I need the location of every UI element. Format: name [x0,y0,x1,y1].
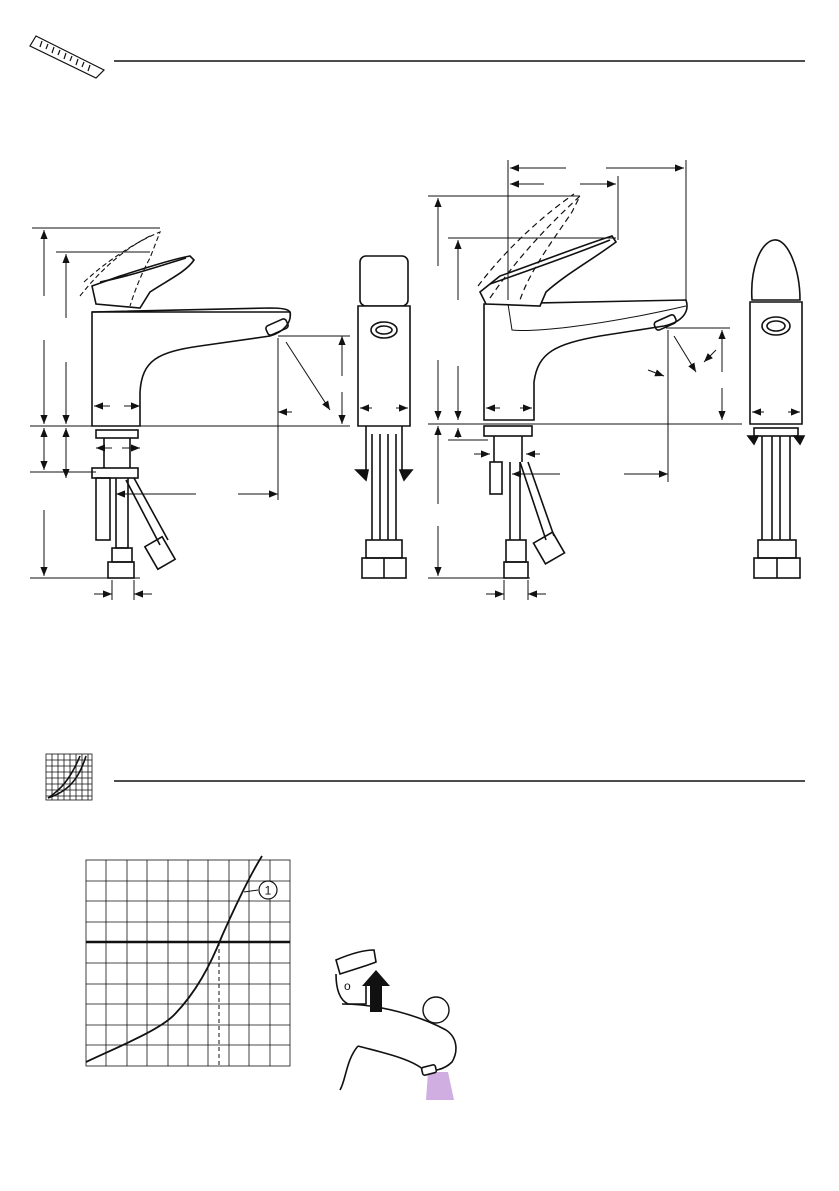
flow-graph-icon [46,754,92,800]
dimension-lines-faucet-2 [428,160,742,600]
lever-mark: o [344,979,351,993]
curve-label: 1 [264,883,272,898]
flow-rate-chart [86,856,290,1066]
faucet-side-view-large [478,194,687,578]
faucet-front-view-small [356,256,412,578]
dimension-lines-faucet-1 [30,228,350,600]
flow-curve [86,856,262,1062]
callout-circle [423,997,449,1023]
faucet-front-view-large [748,240,804,578]
faucet-usage-illustration [336,950,456,1100]
ruler-icon [30,36,104,78]
water-spray [426,1072,454,1100]
faucet-side-view-small [80,232,290,578]
curve-label-leader [244,890,258,892]
